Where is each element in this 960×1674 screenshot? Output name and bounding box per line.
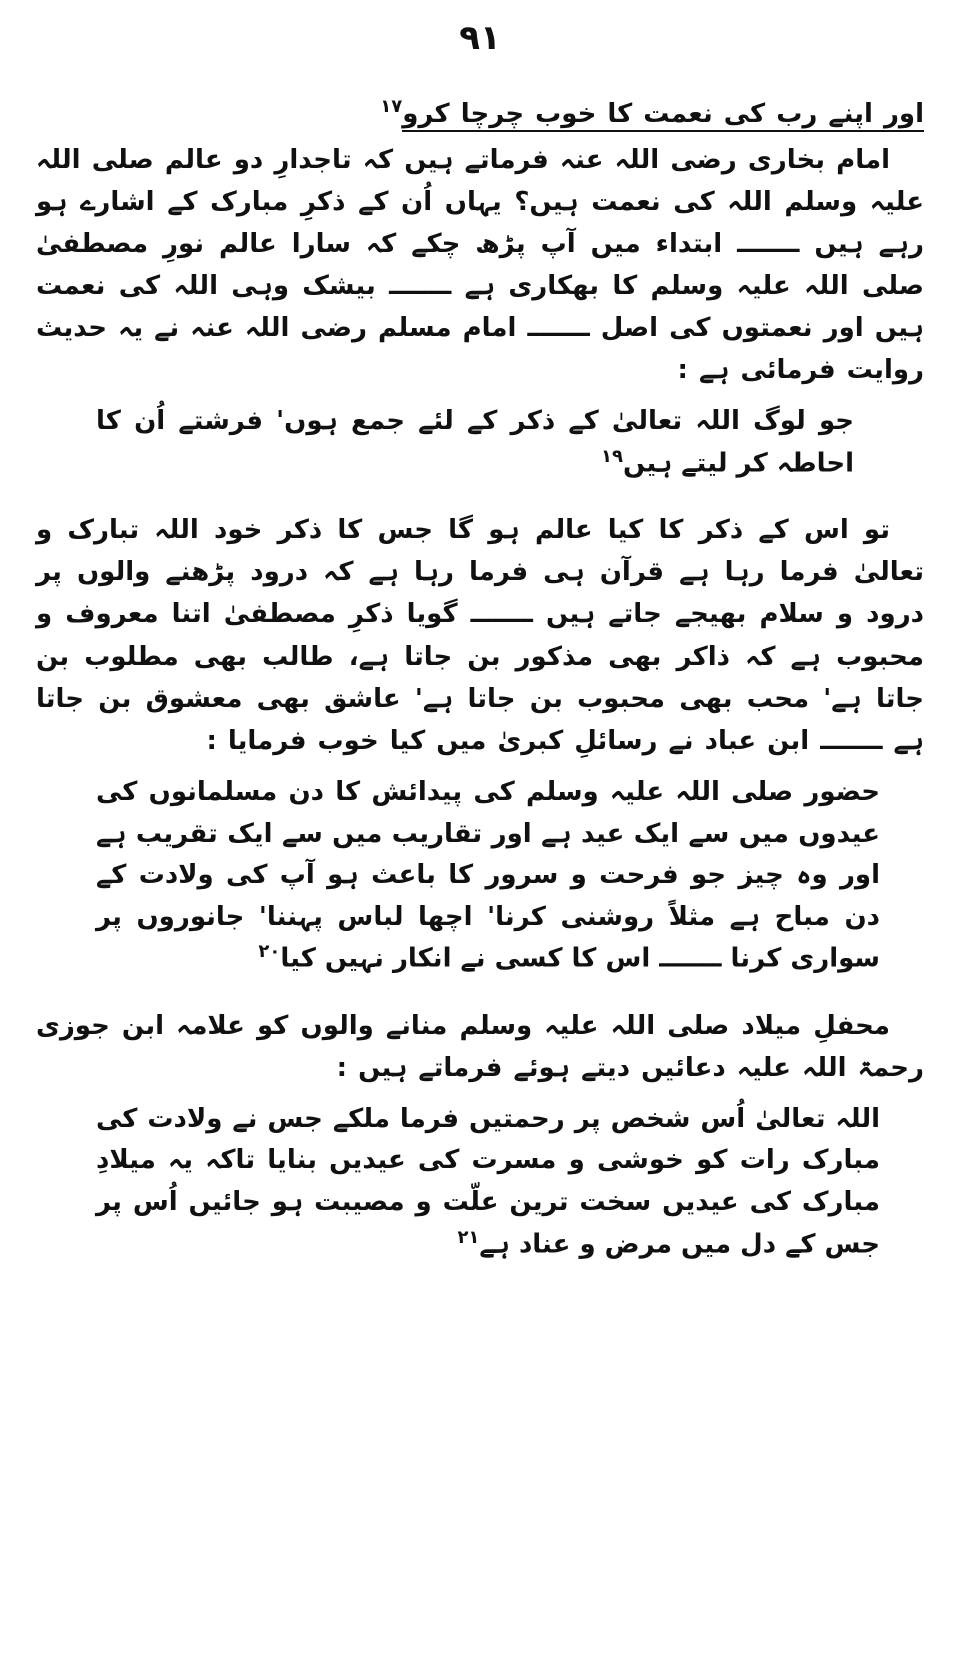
footnote-marker-17: ۱۷ xyxy=(380,96,403,117)
verse-text: اور اپنے رب کی نعمت کا خوب چرچا کرو xyxy=(402,99,924,132)
spacer-1 xyxy=(36,495,924,509)
quote-3-text: اللہ تعالیٰ اُس شخص پر رحمتیں فرما ملکے جس نے ولادت کی مبارک رات کو خوشی و مسرت کی عیدیں بنایا تاکہ یہ میلادِ مبارک کی عیدیں سخت ترین علّت و مصیبت ہو جائیں اُس پر جس کے دل میں مرض و عناد ہے xyxy=(96,1103,880,1260)
quote-hadith-muslim xyxy=(96,401,854,485)
footnote-marker-20: ۲۰ xyxy=(258,941,281,963)
paragraph-zikr: تو اس کے ذکر کا کیا عالم ہو گا جس کا ذکر خود اللہ تبارک و تعالیٰ فرما رہا ہے قرآن ہی فرما رہا ہے کہ درود پڑھنے والوں پر درود و سلام بھیجے جاتے ہیں ـــــــ گویا ذکرِ مصطفیٰ اتنا معروف و محبوب ہے کہ ذاکر بھی مذکور بن جاتا ہے، طالب بھی مطلوب بن جاتا ہے' محب بھی محبوب بن جاتا ہے' عاشق بھی معشوق بن جاتا ہے ـــــــ ابن عباد نے رسائلِ کبریٰ میں کیا خوب فرمایا : xyxy=(36,515,924,756)
footnote-marker-21: ۲۱ xyxy=(457,1226,480,1248)
page-body xyxy=(36,92,924,1276)
paragraph-bukhari: امام بخاری رضی اللہ عنہ فرماتے ہیں کہ تاجدارِ دو عالم صلی اللہ علیہ وسلم اللہ کی نعمت ہیں؟ یہاں اُن کے ذکرِ مبارک کے اشارے ہو رہے ہیں ـــــــ ابتداء میں آپ پڑھ چکے کہ سارا عالم نورِ مصطفیٰ صلی اللہ علیہ وسلم کا بھکاری ہے ـــــــ بیشک وہی اللہ کی نعمت ہیں اور نعمتوں کی اصل ـــــــ امام مسلم رضی اللہ عنہ نے یہ حدیث روایت فرمائی ہے : xyxy=(36,144,924,386)
paragraph-ibn-jauzi: محفلِ میلاد صلی اللہ علیہ وسلم منانے والوں کو علامہ ابن جوزی رحمۃ اللہ علیہ دعائیں دیتے ہوئے فرماتے ہیں : xyxy=(36,1010,924,1083)
quote-2-text: حضور صلی اللہ علیہ وسلم کی پیدائش کا دن مسلمانوں کی عیدوں میں سے ایک عید ہے اور تقاریب میں سے ایک تقریب ہے اور وہ چیز جو فرحت و سرور کا باعث ہو آپ کی ولادت کے دن مباح ہے مثلاً روشنی کرنا' اچھا لباس پہننا' جانوروں پر سواری کرنا ـــــــ اس کا کسی نے انکار نہیں کیا xyxy=(96,776,880,974)
page-number: ۹۱ xyxy=(459,18,501,58)
quote-1-text: جو لوگ اللہ تعالیٰ کے ذکر کے لئے جمع ہوں' فرشتے اُن کا احاطہ کر لیتے ہیں xyxy=(96,406,854,479)
footnote-marker-19: ۱۹ xyxy=(600,446,623,468)
quote-ibn-jauzi-dua xyxy=(96,1099,880,1266)
quote-ibn-abbad xyxy=(96,772,880,981)
spacer-2 xyxy=(36,991,924,1005)
paragraph-verse xyxy=(36,92,924,135)
